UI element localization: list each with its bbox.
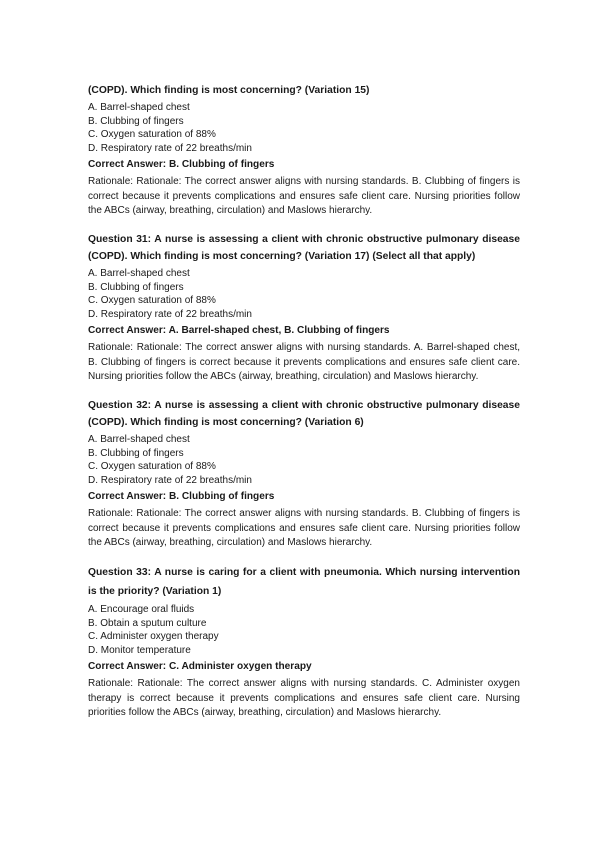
option-d: D. Respiratory rate of 22 breaths/min [88, 474, 252, 486]
question-block [88, 563, 520, 720]
option-c: C. Administer oxygen therapy [88, 631, 219, 643]
option-d: D. Respiratory rate of 22 breaths/min [88, 308, 252, 320]
option-a: A. Barrel-shaped chest [88, 267, 190, 279]
option-list [88, 433, 520, 487]
option-a: A. Barrel-shaped chest [88, 102, 190, 113]
option-b: B. Clubbing of fingers [88, 281, 184, 293]
option-d: D. Respiratory rate of 22 breaths/min [88, 142, 252, 154]
rationale-text: Rationale: Rationale: The correct answer aligns with nursing standards. B. Clubbing of fingers is correct because it prevents complications and ensures safe client care. Nursing priorities follow the ABCs (airway, breathing, circulation) and Maslows hierarchy. [88, 176, 520, 216]
question-text: Question 32: A nurse is assessing a client with chronic obstructive pulmonary disease (COPD). Which finding is most concerning? (Variation 6) [88, 399, 520, 428]
correct-answer: Correct Answer: B. Clubbing of fingers [88, 491, 275, 503]
option-c: C. Oxygen saturation of 88% [88, 461, 216, 473]
option-d: D. Monitor temperature [88, 644, 191, 656]
document-page [88, 82, 520, 733]
rationale-text: Rationale: Rationale: The correct answer aligns with nursing standards. A. Barrel-shaped chest, B. Clubbing of fingers is correct because it prevents complications and ensures safe client care. Nursing priorities follow the ABCs (airway, breathing, circulation) and Maslows hierarchy. [88, 342, 520, 382]
correct-answer: Correct Answer: B. Clubbing of fingers [88, 159, 275, 171]
option-b: B. Clubbing of fingers [88, 115, 184, 127]
question-block [88, 231, 520, 384]
question-block [88, 82, 520, 218]
option-c: C. Oxygen saturation of 88% [88, 295, 216, 307]
option-list [88, 603, 520, 657]
rationale-text: Rationale: Rationale: The correct answer aligns with nursing standards. C. Administer oxygen therapy is correct because it prevents complications and ensures safe client care. Nursing priorities follow the ABCs (airway, breathing, circulation) and Maslows hierarchy. [88, 678, 520, 718]
question-text: Question 33: A nurse is caring for a client with pneumonia. Which nursing intervention is the priority? (Variation 1) [88, 566, 520, 597]
option-list [88, 101, 520, 155]
option-b: B. Clubbing of fingers [88, 447, 184, 459]
option-a: A. Encourage oral fluids [88, 603, 195, 615]
correct-answer: Correct Answer: C. Administer oxygen therapy [88, 661, 312, 673]
option-list [88, 267, 520, 321]
question-block [88, 397, 520, 550]
rationale-text: Rationale: Rationale: The correct answer aligns with nursing standards. B. Clubbing of fingers is correct because it prevents complications and ensures safe client care. Nursing priorities follow the ABCs (airway, breathing, circulation) and Maslows hierarchy. [88, 508, 520, 548]
question-text: (COPD). Which finding is most concerning? (Variation 15) [88, 85, 370, 96]
option-b: B. Obtain a sputum culture [88, 617, 207, 629]
correct-answer: Correct Answer: A. Barrel-shaped chest, B. Clubbing of fingers [88, 325, 390, 337]
option-a: A. Barrel-shaped chest [88, 433, 190, 445]
option-c: C. Oxygen saturation of 88% [88, 129, 216, 141]
question-text: Question 31: A nurse is assessing a client with chronic obstructive pulmonary disease (COPD). Which finding is most concerning? (Variation 17) (Select all that apply) [88, 233, 520, 262]
